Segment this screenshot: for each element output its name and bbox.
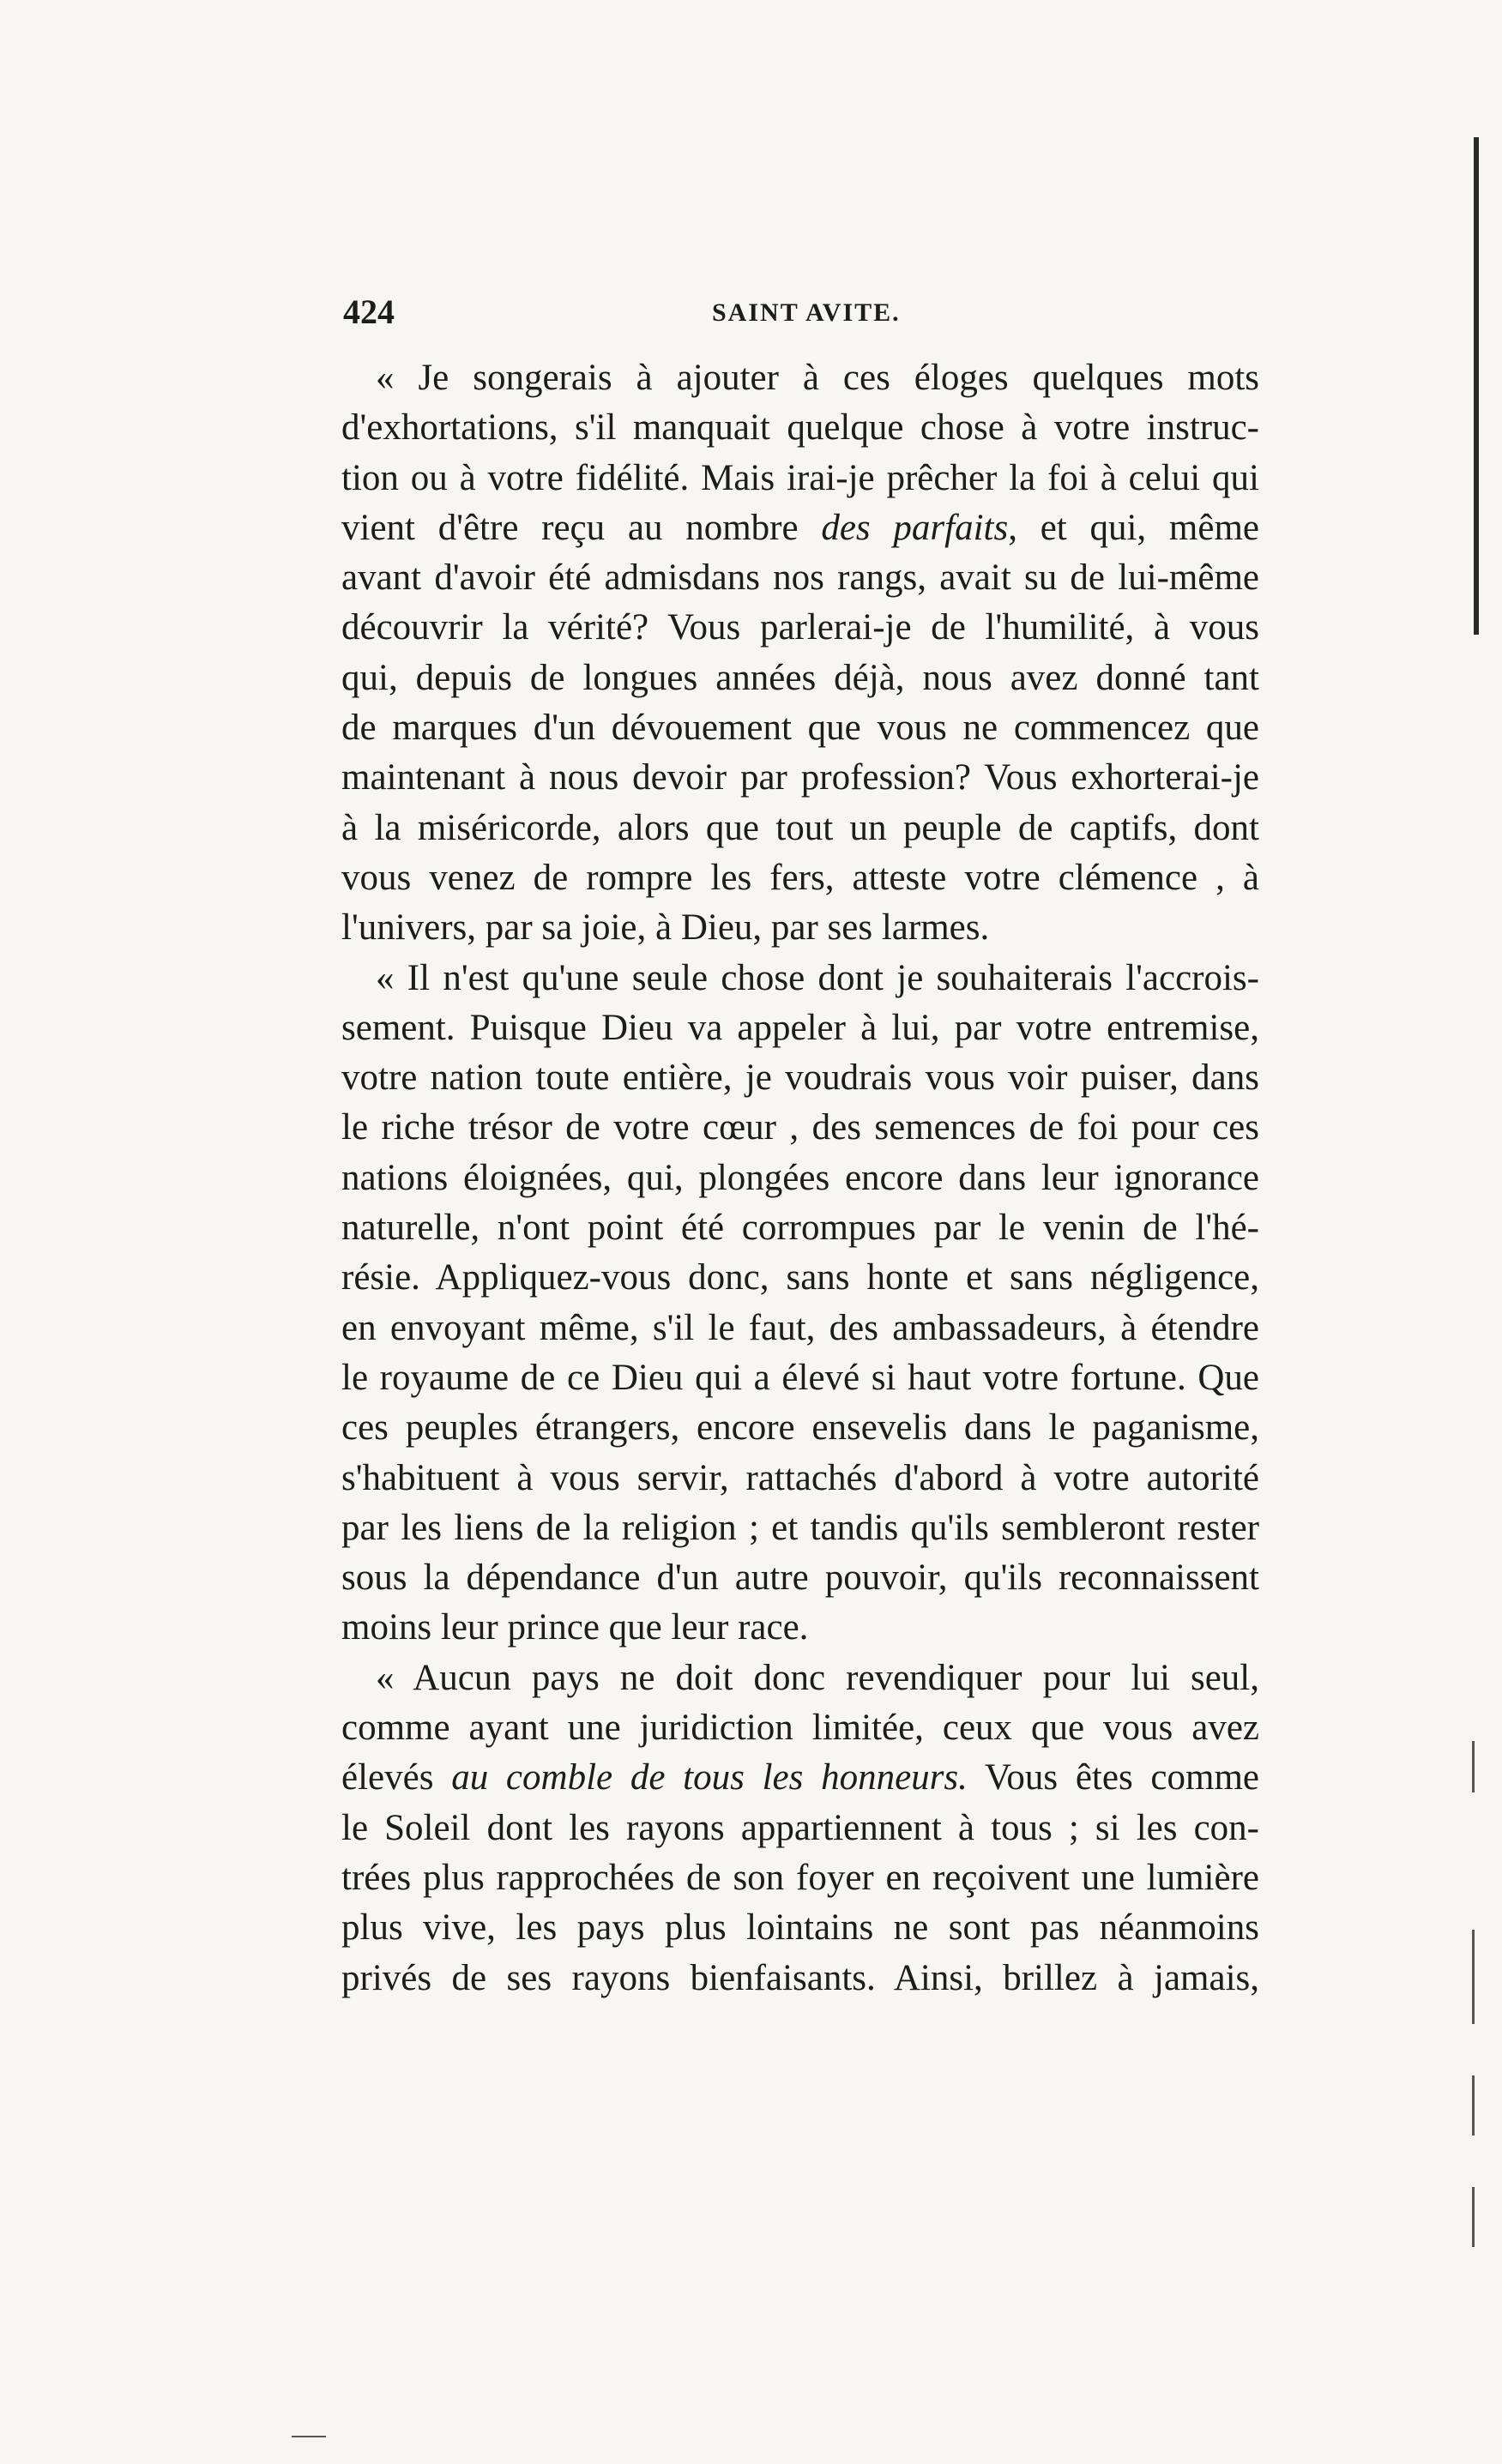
text-line: en envoyant même, s'il le faut, des ambassadeurs, à étendre (341, 1307, 1259, 1348)
text-line: à la miséricorde, alors que tout un peuple de captifs, dont (341, 807, 1259, 848)
binding-edge (1474, 137, 1479, 635)
text-line: privés de ses rayons bienfaisants. Ainsi, brillez à jamais, (341, 1957, 1259, 1998)
text-line: tion ou à votre fidélité. Mais irai-je prêcher la foi à celui qui (341, 457, 1259, 498)
text-line: trées plus rapprochées de son foyer en reçoivent une lumière (341, 1857, 1259, 1898)
text-line: qui, depuis de longues années déjà, nous avez donné tant (341, 657, 1259, 698)
text-line (341, 503, 1259, 553)
body-text (341, 353, 1259, 2003)
running-title: SAINT AVITE. (712, 298, 901, 327)
text-line: votre nation toute entière, je voudrais vous voir puiser, dans (341, 1057, 1259, 1099)
text-line: découvrir la vérité? Vous parlerai-je de l'humilité, à vous (341, 607, 1259, 648)
text-line: le Soleil dont les rayons appartiennent à tous ; si les con- (341, 1807, 1259, 1848)
text-line: plus vive, les pays plus lointains ne sont pas néanmoins (341, 1907, 1259, 1949)
margin-mark (1472, 2075, 1475, 2136)
text-line: avant d'avoir été admisdans nos rangs, avait su de lui-même (341, 557, 1259, 599)
page-number: 424 (343, 292, 395, 331)
text-segment: Vous êtes comme (984, 1757, 1259, 1798)
text-line: le riche trésor de votre cœur , des semences de foi pour ces (341, 1107, 1259, 1148)
text-line: par les liens de la religion ; et tandis qu'ils sembleront rester (341, 1507, 1259, 1548)
text-segment: élevés (341, 1757, 434, 1798)
text-line: maintenant à nous devoir par profession? Vous exhorterai-je (341, 757, 1259, 798)
text-line: naturelle, n'ont point été corrompues par le venin de l'hé- (341, 1208, 1259, 1249)
text-line (341, 1753, 1259, 1803)
text-line: « Aucun pays ne doit donc revendiquer pour lui seul, (376, 1657, 1259, 1698)
text-line: l'univers, par sa joie, à Dieu, par ses larmes. (341, 907, 990, 949)
text-line: sement. Puisque Dieu va appeler à lui, par votre entremise, (341, 1007, 1259, 1048)
text-line: s'habituent à vous servir, rattachés d'abord à votre autorité (341, 1457, 1259, 1498)
text-segment: , et qui, même (1008, 507, 1259, 548)
italic-phrase: des parfaits (821, 507, 1009, 548)
text-line: résie. Appliquez-vous donc, sans honte et sans négligence, (341, 1257, 1259, 1298)
italic-phrase: au comble de tous les honneurs. (451, 1757, 968, 1798)
text-line: nations éloignées, qui, plongées encore dans leur ignorance (341, 1157, 1259, 1198)
text-line: de marques d'un dévouement que vous ne commencez que (341, 708, 1259, 749)
page-header (343, 292, 1252, 343)
margin-mark (292, 2436, 326, 2437)
margin-mark (1472, 1741, 1475, 1792)
text-line: vous venez de rompre les fers, atteste votre clémence , à (341, 857, 1259, 898)
text-line: le royaume de ce Dieu qui a élevé si haut votre fortune. Que (341, 1357, 1259, 1398)
text-line: sous la dépendance d'un autre pouvoir, qu'ils reconnaissent (341, 1557, 1259, 1599)
text-line: « Il n'est qu'une seule chose dont je souhaiterais l'accrois- (376, 957, 1259, 998)
text-line: ces peuples étrangers, encore ensevelis dans le paganisme, (341, 1407, 1259, 1449)
text-line: « Je songerais à ajouter à ces éloges quelques mots (376, 358, 1259, 398)
margin-mark (1472, 2187, 1475, 2247)
margin-mark (1472, 1930, 1475, 2024)
text-line: comme ayant une juridiction limitée, ceux que vous avez (341, 1708, 1259, 1749)
text-line: moins leur prince que leur race. (341, 1607, 809, 1648)
text-segment: vient d'être reçu au nombre (341, 507, 799, 548)
text-line: d'exhortations, s'il manquait quelque chose à votre instruc- (341, 407, 1259, 449)
